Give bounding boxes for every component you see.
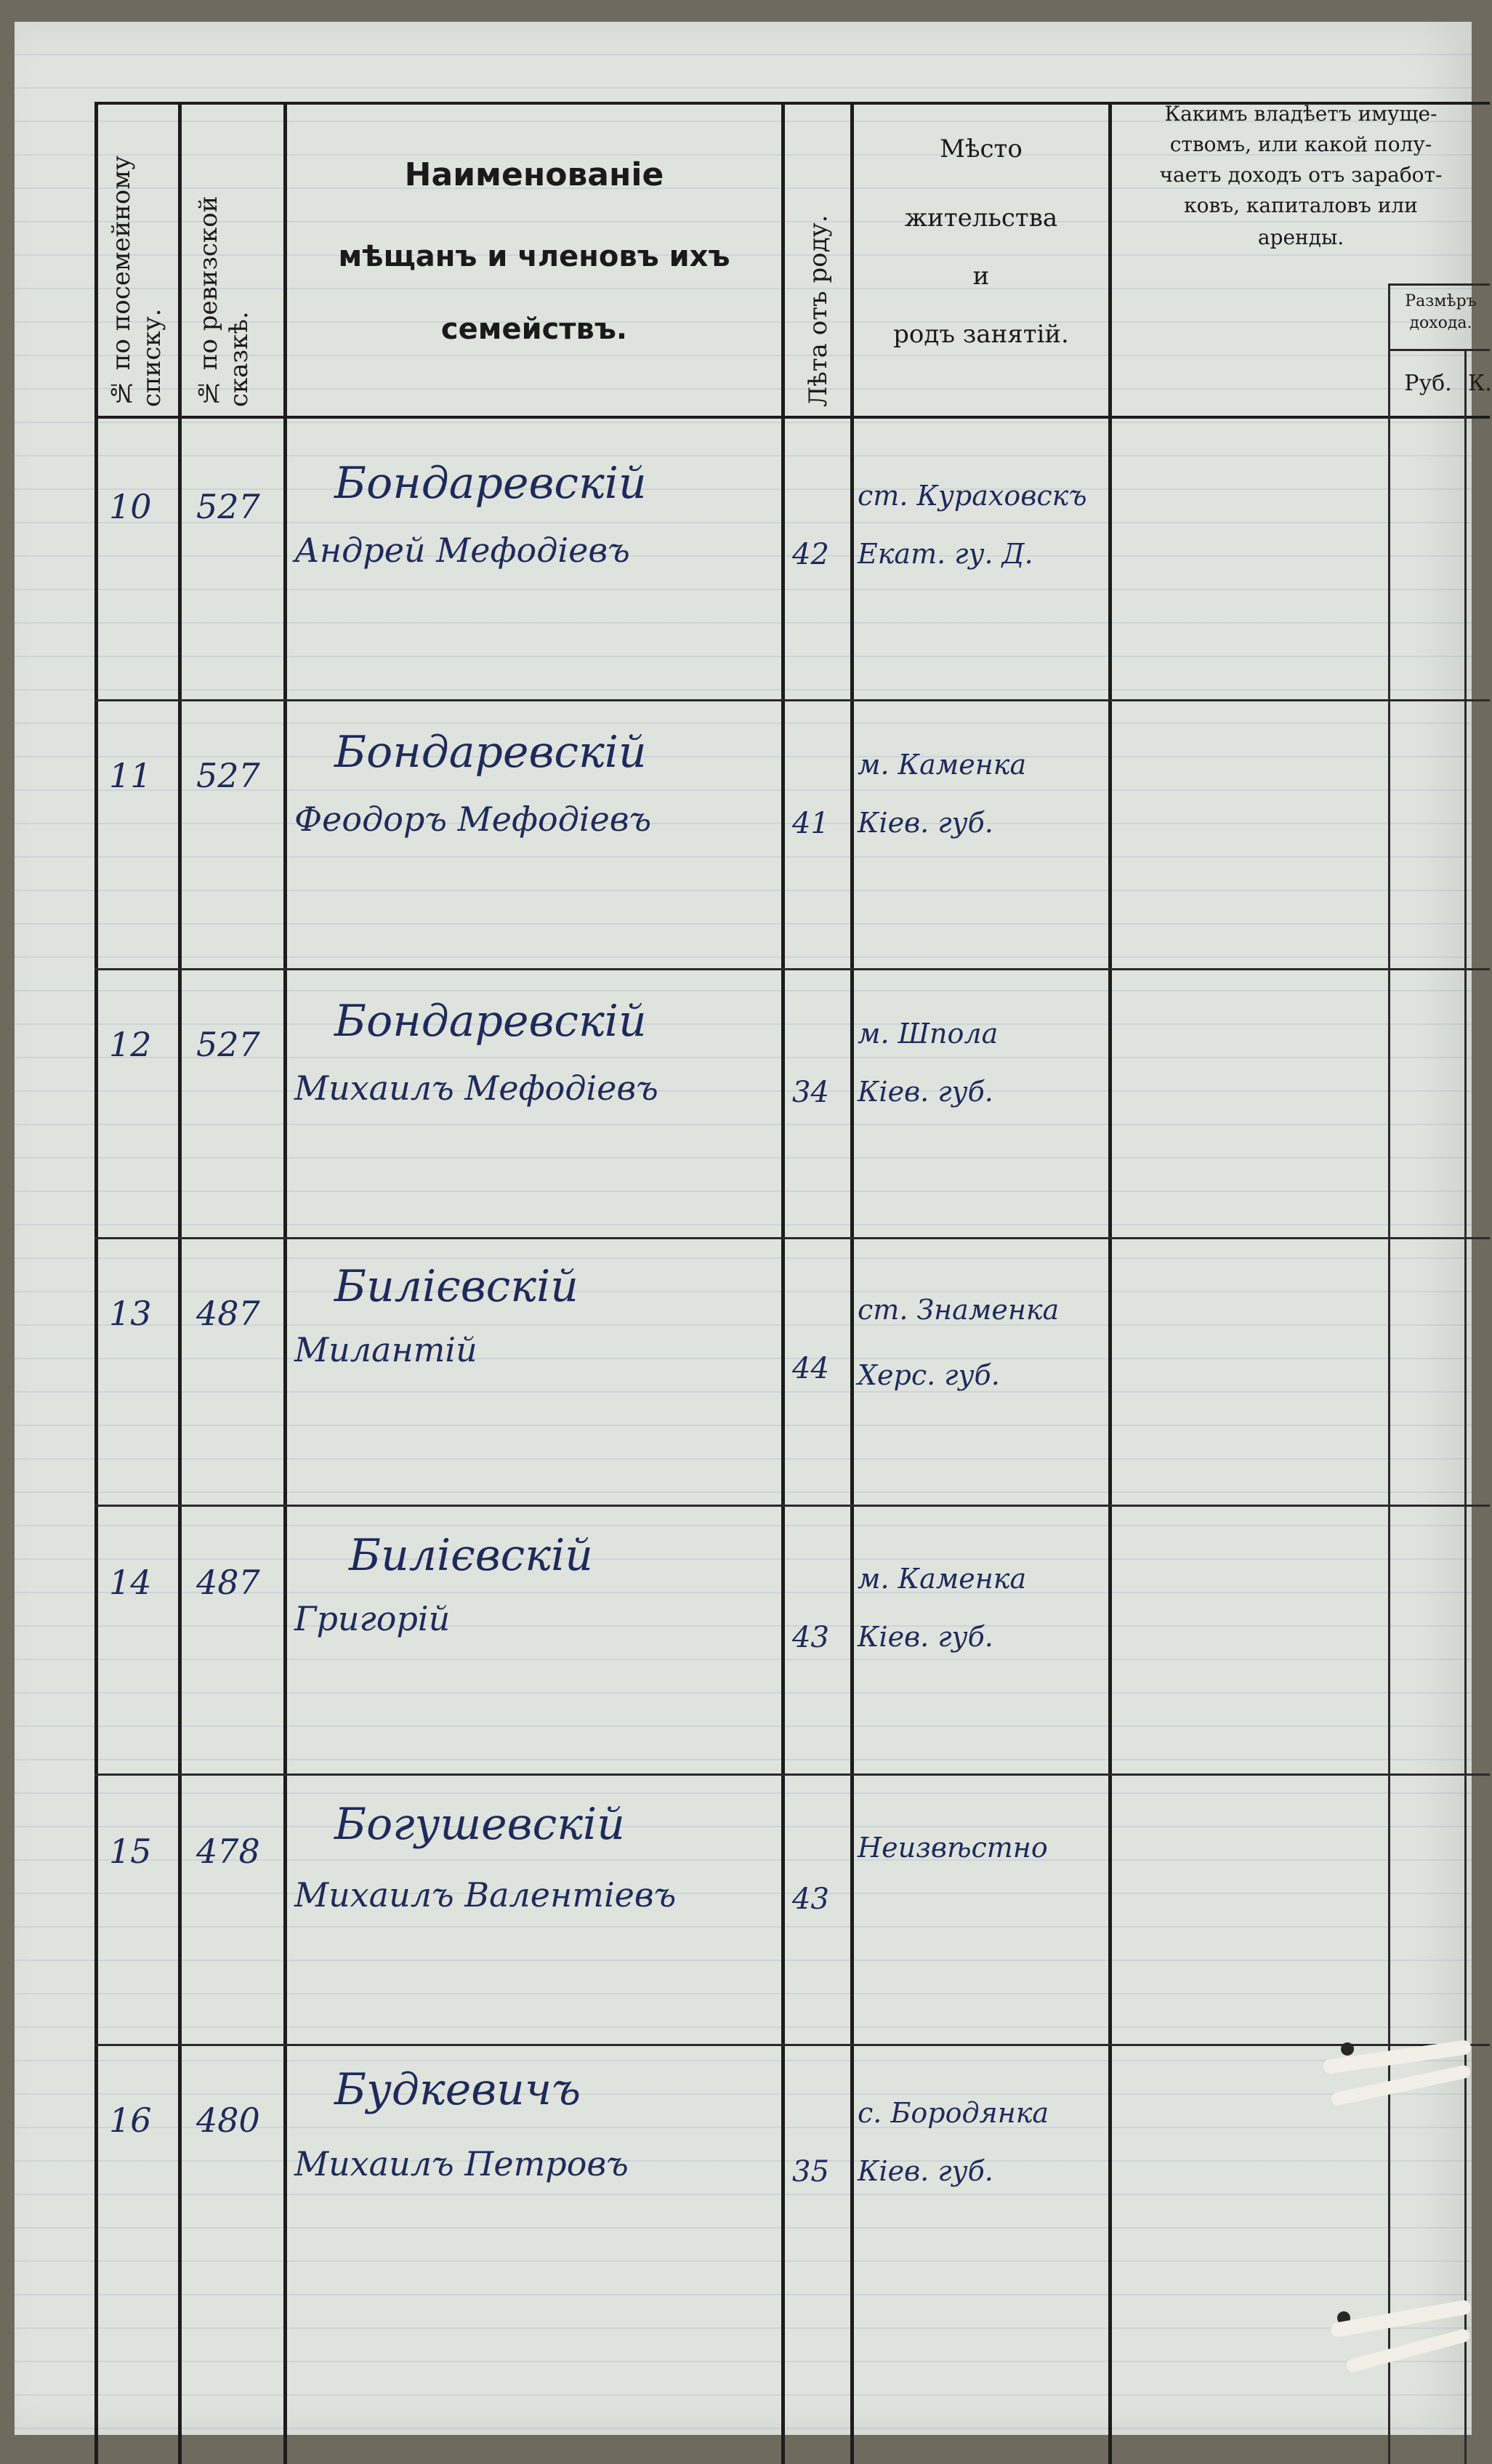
- header-property-line-1: Какимъ владѣетъ имуще-: [1164, 102, 1437, 126]
- row-5-surname: Билієвскій: [349, 1530, 593, 1581]
- row-2-age: 41: [792, 807, 829, 840]
- row-5-place-line-2: Кіев. губ.: [858, 1621, 993, 1653]
- row-6-surname: Богушевскій: [334, 1799, 625, 1850]
- header-property-line-2: ствомъ, или какой полу-: [1169, 132, 1432, 156]
- row-separator: [94, 968, 1490, 970]
- row-3-place-line-2: Кіев. губ.: [858, 1076, 993, 1108]
- row-1-place-line-2: Екат. гу. Д.: [858, 538, 1033, 570]
- header-name-line-1: Наименованіе: [404, 156, 664, 193]
- header-income-line-1: Размѣръ: [1405, 292, 1477, 310]
- row-5-family-number: 14: [109, 1563, 152, 1602]
- header-place-line-1: Мѣсто: [940, 134, 1023, 164]
- col-rule-3: [283, 102, 287, 2464]
- header-place-line-4: родъ занятій.: [893, 320, 1069, 349]
- header-place-line-3: и: [972, 262, 990, 291]
- register-table: [94, 102, 1490, 2464]
- row-separator: [94, 1505, 1490, 1507]
- row-6-age: 43: [792, 1883, 829, 1916]
- row-7-surname: Будкевичъ: [334, 2064, 581, 2115]
- row-1-revision-number: 527: [196, 487, 260, 526]
- row-2-revision-number: 527: [196, 756, 260, 795]
- income-top-rule: [1388, 283, 1490, 286]
- row-4-family-number: 13: [109, 1294, 152, 1333]
- row-1-age: 42: [792, 538, 829, 571]
- row-3-place-line-1: м. Шпола: [858, 1018, 999, 1050]
- row-4-age: 44: [792, 1352, 829, 1385]
- row-2-place-line-2: Кіев. губ.: [858, 807, 993, 839]
- row-5-place-line-1: м. Каменка: [858, 1563, 1027, 1595]
- col-rule-1: [94, 102, 98, 2464]
- row-7-given-name: Михаилъ Петровъ: [294, 2144, 629, 2183]
- row-3-surname: Бондаревскій: [334, 996, 647, 1047]
- header-family-list-number: № по посемейному списку.: [107, 156, 166, 407]
- row-7-place-line-1: с. Бородянка: [858, 2097, 1049, 2129]
- row-4-surname: Билієвскій: [334, 1261, 578, 1312]
- header-bottom-rule: [94, 416, 1490, 419]
- income-sub-rule: [1388, 349, 1490, 351]
- row-2-surname: Бондаревскій: [334, 727, 647, 778]
- header-property-line-5: аренды.: [1257, 225, 1344, 249]
- col-rule-5: [850, 102, 854, 2464]
- col-rule-4: [781, 102, 785, 2464]
- row-4-place-line-2: Херс. губ.: [858, 1359, 1000, 1391]
- header-property-line-4: ковъ, капиталовъ или: [1184, 193, 1418, 217]
- row-5-age: 43: [792, 1621, 829, 1654]
- row-4-given-name: Милантій: [294, 1330, 477, 1369]
- row-5-revision-number: 487: [196, 1563, 260, 1602]
- header-name-line-3: семействъ.: [440, 313, 628, 346]
- row-7-revision-number: 480: [196, 2101, 260, 2140]
- row-separator: [94, 2044, 1490, 2046]
- row-3-family-number: 12: [109, 1025, 152, 1064]
- row-3-given-name: Михаилъ Мефодіевъ: [294, 1068, 658, 1108]
- row-5-given-name: Григорій: [294, 1599, 451, 1638]
- col-rule-7: [1388, 283, 1390, 2464]
- row-4-revision-number: 487: [196, 1294, 260, 1333]
- col-rule-2: [178, 102, 182, 2464]
- row-7-age: 35: [792, 2155, 829, 2189]
- binding-hole: [1341, 2042, 1354, 2056]
- row-6-revision-number: 478: [196, 1832, 260, 1871]
- row-6-family-number: 15: [109, 1832, 152, 1871]
- col-rule-6: [1108, 102, 1112, 2464]
- row-3-age: 34: [792, 1076, 829, 1109]
- row-6-place-line-1: Неизвѣстно: [858, 1832, 1048, 1864]
- row-7-place-line-2: Кіев. губ.: [858, 2155, 993, 2187]
- row-1-given-name: Андрей Мефодіевъ: [294, 531, 630, 570]
- header-name-line-2: мѣщанъ и членовъ ихъ: [338, 240, 730, 273]
- header-revision-number: № по ревизской сказкѣ.: [194, 196, 254, 407]
- header-income-rub: Руб.: [1404, 371, 1452, 396]
- row-3-revision-number: 527: [196, 1025, 260, 1064]
- header-income-kop: К.: [1468, 371, 1492, 396]
- row-1-surname: Бондаревскій: [334, 458, 647, 509]
- header-property-line-3: чаетъ доходъ отъ заработ-: [1159, 163, 1443, 187]
- col-rule-8: [1464, 349, 1467, 2464]
- row-1-family-number: 10: [109, 487, 152, 526]
- row-4-place-line-1: ст. Знаменка: [858, 1294, 1060, 1326]
- row-separator: [94, 1237, 1490, 1239]
- row-2-place-line-1: м. Каменка: [858, 749, 1027, 781]
- row-2-given-name: Феодоръ Мефодіевъ: [294, 800, 652, 839]
- row-1-place-line-1: ст. Кураховскъ: [858, 480, 1087, 512]
- row-6-given-name: Михаилъ Валентіевъ: [294, 1875, 677, 1915]
- row-separator: [94, 699, 1490, 701]
- header-place-line-2: жительства: [904, 204, 1058, 233]
- header-age: Лѣта отъ роду.: [804, 214, 833, 407]
- row-2-family-number: 11: [109, 756, 152, 795]
- register-page: [15, 22, 1492, 2435]
- header-income-line-2: дохода.: [1409, 314, 1472, 332]
- row-7-family-number: 16: [109, 2101, 152, 2140]
- row-separator: [94, 1773, 1490, 1776]
